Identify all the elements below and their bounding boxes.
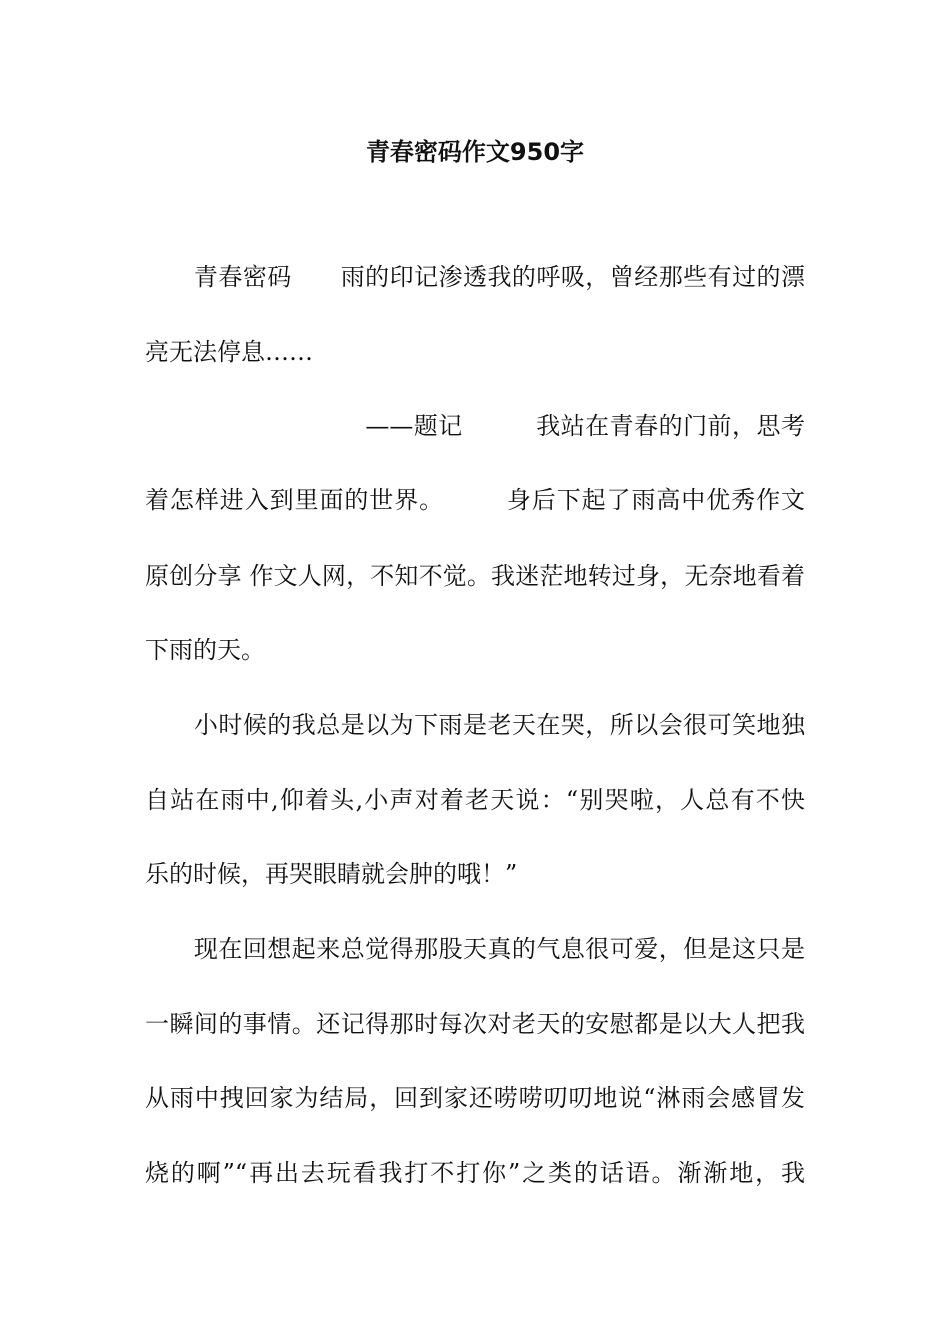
body-line: 亮无法停息…… bbox=[145, 338, 313, 366]
document-title: 青春密码作文950字 bbox=[365, 138, 585, 166]
body-line: 从雨中拽回家为结局，回到家还唠唠叨叨地说“淋雨会感冒发 bbox=[145, 1084, 805, 1112]
body-line: 一瞬间的事情。还记得那时每次对老天的安慰都是以大人把我 bbox=[145, 1010, 805, 1038]
body-line: ——题记 我站在青春的门前，思考 bbox=[145, 412, 805, 440]
body-line: 原创分享 作文人网，不知不觉。我迷茫地转过身，无奈地看着 bbox=[145, 562, 805, 590]
body-line: 自站在雨中,仰着头,小声对着老天说：“别哭啦，人总有不快 bbox=[145, 786, 805, 814]
body-line: 乐的时候，再哭眼睛就会肿的哦！” bbox=[145, 860, 518, 888]
body-line: 烧的啊”“再出去玩看我打不打你”之类的话语。渐渐地，我 bbox=[145, 1159, 805, 1187]
body-line: 青春密码 雨的印记渗透我的呼吸，曾经那些有过的漂 bbox=[145, 263, 805, 291]
body-line: 现在回想起来总觉得那股天真的气息很可爱，但是这只是 bbox=[145, 935, 805, 963]
body-line: 小时候的我总是以为下雨是老天在哭，所以会很可笑地独 bbox=[145, 711, 805, 739]
body-line: 下雨的天。 bbox=[145, 636, 265, 664]
body-line: 着怎样进入到里面的世界。 身后下起了雨高中优秀作文 bbox=[145, 486, 805, 514]
